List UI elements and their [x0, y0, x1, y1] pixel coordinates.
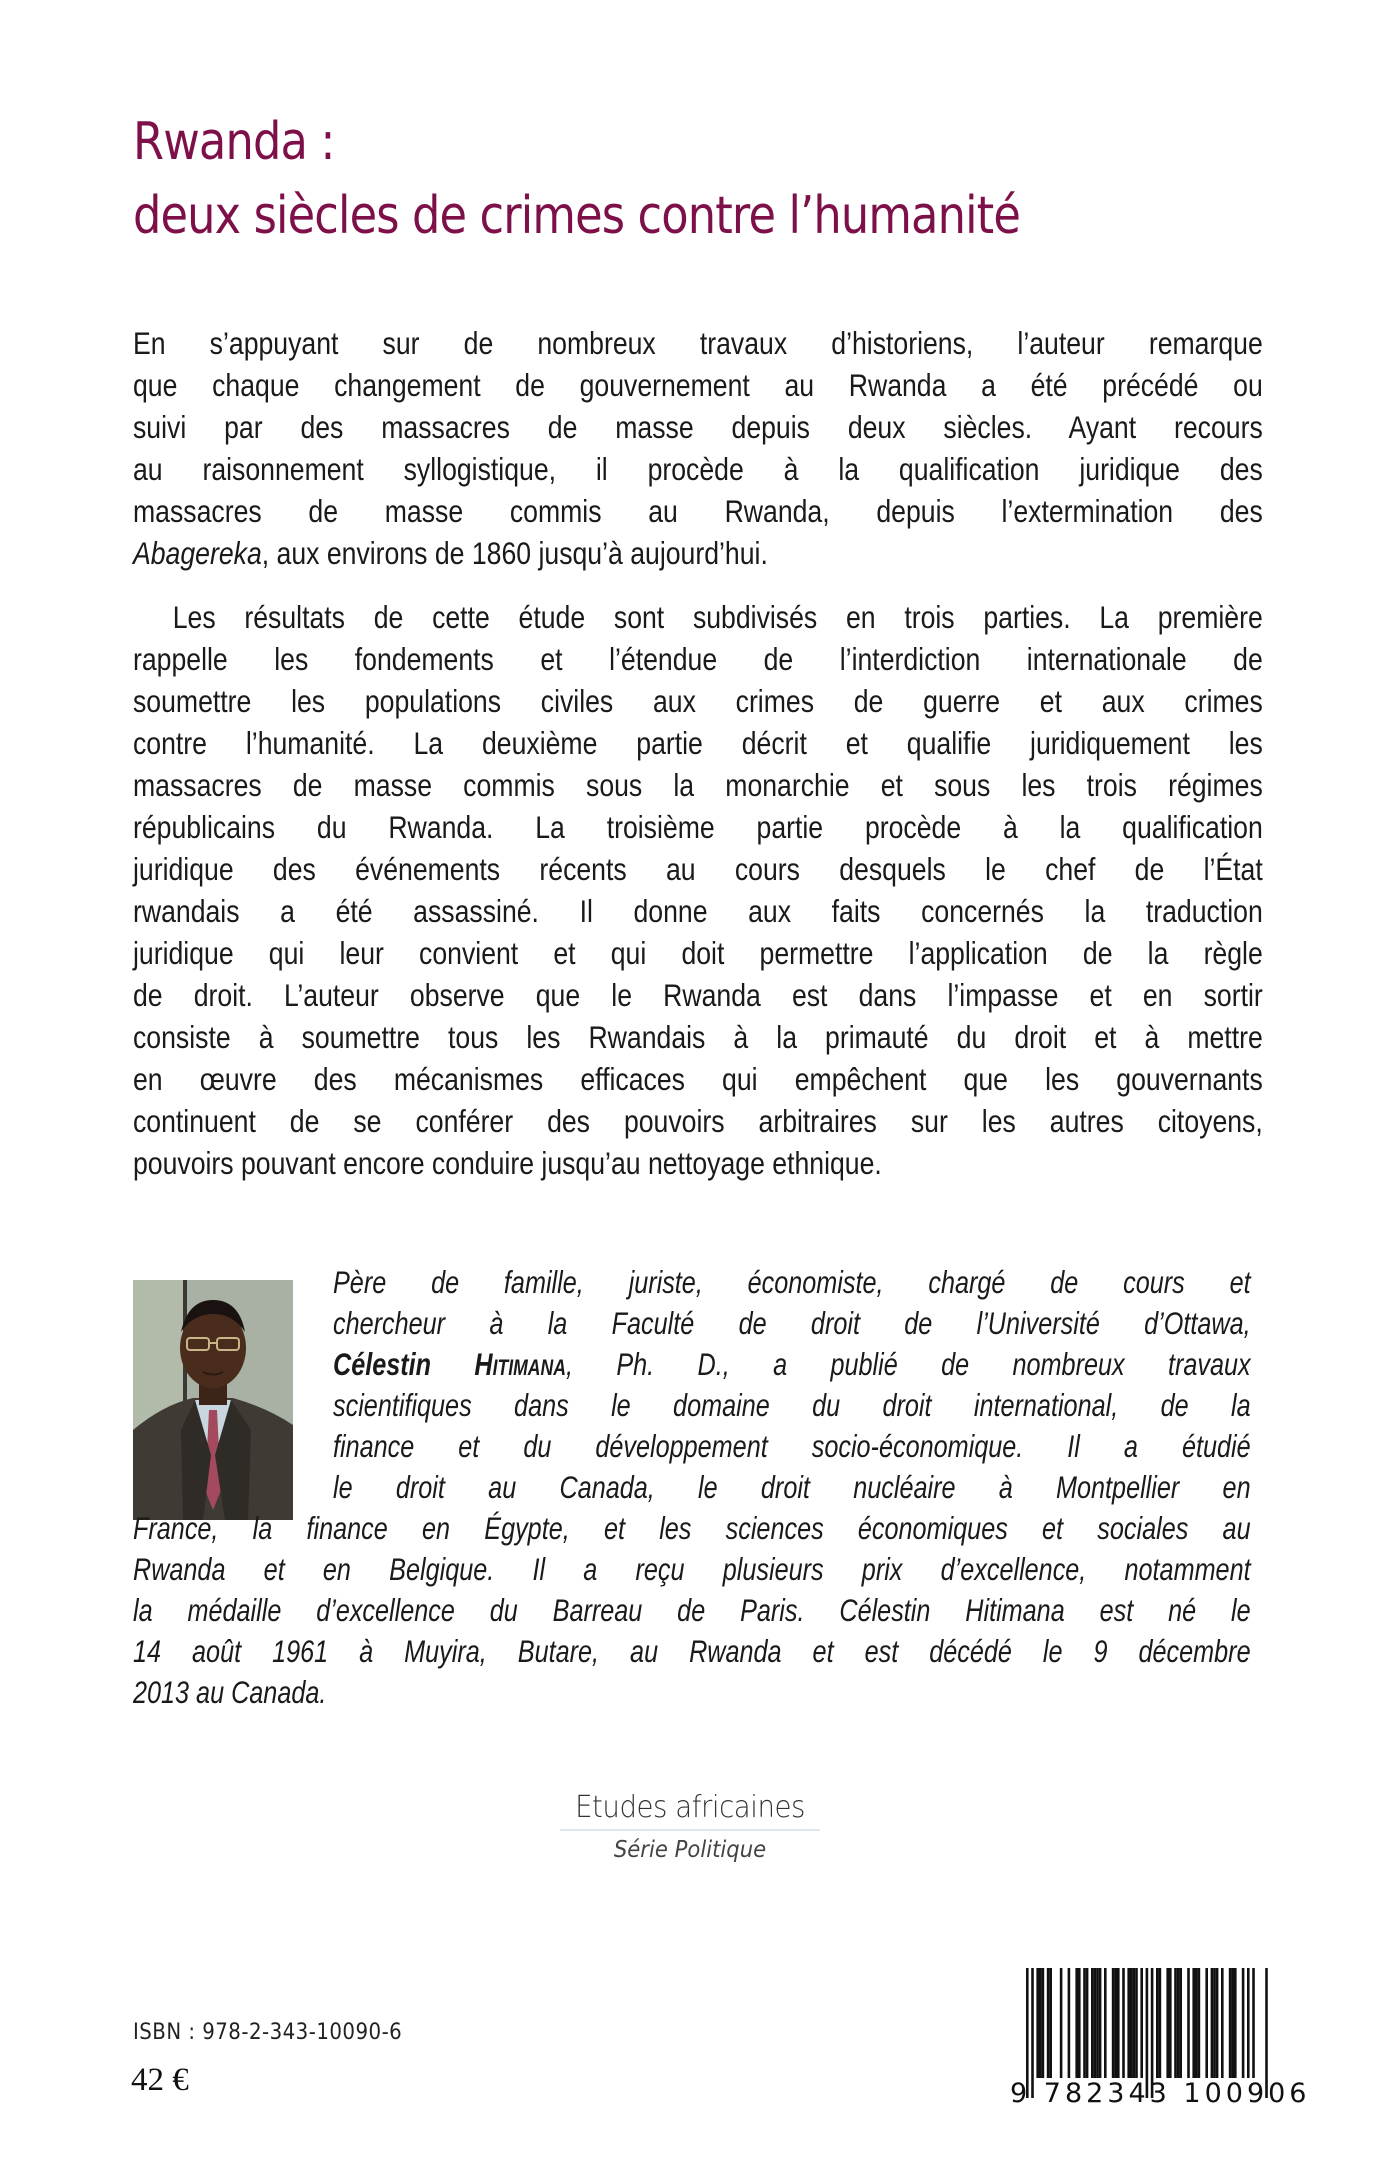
summary-line [133, 532, 1263, 574]
summary-line: que chaque changement de gouvernement au Rwanda a été précédé ou [133, 367, 1263, 403]
book-title-line2: deux siècles de crimes contre l’humanité [133, 186, 1020, 246]
bio-line: Père de famille, juriste, économiste, chargé de cours et [333, 1264, 1251, 1300]
barcode-bar [1231, 1968, 1234, 2078]
price-label: 42 € [131, 2062, 189, 2098]
barcode-bar [1117, 1968, 1120, 2078]
book-title-line1: Rwanda : [133, 112, 335, 172]
barcode-bar [1086, 1968, 1089, 2078]
author-name [333, 1346, 566, 1382]
bio-line: 14 août 1961 à Muyira, Butare, au Rwanda et est décédé le 9 décembre [133, 1633, 1251, 1669]
barcode-bar [1091, 1968, 1094, 2078]
barcode-bar [1078, 1968, 1081, 2078]
barcode-bar [1039, 1968, 1042, 2078]
bio-line: le droit au Canada, le droit nucléaire à Montpellier en [333, 1469, 1251, 1505]
barcode-bar [1047, 1968, 1050, 2078]
author-bio-below-photo [133, 1508, 1251, 1713]
summary-line: républicains du Rwanda. La troisième partie procède à la qualification [133, 809, 1263, 845]
barcode-bar [1104, 1968, 1107, 2078]
barcode-bar [1211, 1968, 1214, 2078]
summary-line: de droit. L’auteur observe que le Rwanda est dans l’impasse et en sortir [133, 977, 1263, 1013]
barcode-bar [1156, 1968, 1159, 2078]
author-first-name: Célestin [333, 1346, 475, 1382]
barcode-bar [1187, 1968, 1190, 2078]
barcode-bar [1135, 1968, 1138, 2078]
barcode-bar [1122, 1968, 1125, 2078]
barcode-bar [1133, 1968, 1136, 2078]
barcode-bar [1195, 1968, 1198, 2078]
summary-line: juridique des événements récents au cours desquels le chef de l’État [133, 851, 1263, 887]
summary-line: En s’appuyant sur de nombreux travaux d’historiens, l’auteur remarque [133, 325, 1263, 361]
barcode-bar [1114, 1968, 1117, 2078]
barcode-bar [1042, 1968, 1045, 2078]
barcode-bar [1060, 1968, 1063, 2078]
series-logo [560, 1790, 820, 1863]
barcode-digits: 9 782343 100906 [1010, 2078, 1311, 2109]
bio-line: France, la finance en Égypte, et les sciences économiques et sociales au [133, 1510, 1251, 1546]
series-name: Etudes africaines [575, 1790, 805, 1825]
summary-line: consiste à soumettre tous les Rwandais à la primauté du droit et à mettre [133, 1019, 1263, 1055]
summary-line: rappelle les fondements et l’étendue de l’interdiction internationale de [133, 641, 1263, 677]
barcode-bar [1221, 1968, 1224, 2078]
author-photo [133, 1280, 293, 1520]
series-subtitle: Série Politique [613, 1837, 767, 1863]
summary-line: contre l’humanité. La deuxième partie décrit et qualifie juridiquement les [133, 725, 1263, 761]
barcode-bar [1205, 1968, 1208, 2078]
barcode-bar [1229, 1968, 1232, 2078]
summary-line: pouvoirs pouvant encore conduire jusqu’au nettoyage ethnique. [133, 1145, 882, 1181]
series-divider [560, 1829, 820, 1831]
barcode-bar [1213, 1968, 1216, 2078]
bio-line: 2013 au Canada. [133, 1674, 327, 1710]
summary-line: massacres de masse commis sous la monarchie et sous les trois régimes [133, 767, 1263, 803]
barcode-bar [1130, 1968, 1133, 2078]
isbn-label: ISBN : 978-2-343-10090-6 [133, 2020, 403, 2045]
barcode-bar [1247, 1968, 1250, 2078]
barcode-bar [1252, 1968, 1255, 2078]
barcode-bar [1234, 1968, 1237, 2078]
barcode-bar [1166, 1968, 1169, 2078]
author-bio-beside-photo [333, 1262, 1251, 1508]
barcode-bar [1198, 1968, 1201, 2078]
summary-paragraph-1 [133, 322, 1263, 574]
bio-line: la médaille d’excellence du Barreau de Paris. Célestin Hitimana est né le [133, 1592, 1251, 1628]
barcode-bar [1174, 1968, 1177, 2078]
author-last-name: Hitimana [474, 1346, 566, 1382]
bio-line: chercheur à la Faculté de droit de l’Université d’Ottawa, [333, 1305, 1251, 1341]
barcode-bar [1140, 1968, 1143, 2078]
summary-line-rest: , aux environs de 1860 jusqu’à aujourd’hui. [261, 535, 768, 571]
barcode-bar [1159, 1968, 1162, 2078]
barcode-bar [1242, 1968, 1245, 2078]
summary-line: rwandais a été assassiné. Il donne aux faits concernés la traduction [133, 893, 1263, 929]
author-portrait-illustration [133, 1280, 293, 1520]
barcode-bar [1094, 1968, 1097, 2078]
barcode-bar [1127, 1968, 1130, 2078]
summary-line: Les résultats de cette étude sont subdivisés en trois parties. La première [172, 599, 1263, 635]
summary-line: massacres de masse commis au Rwanda, depuis l’extermination des [133, 493, 1263, 529]
bio-line-rest: , Ph. D., a publié de nombreux travaux [565, 1346, 1251, 1382]
summary-line: au raisonnement syllogistique, il procède à la qualification juridique des [133, 451, 1263, 487]
bio-line: Rwanda et en Belgique. Il a reçu plusieurs prix d’excellence, notamment [133, 1551, 1251, 1587]
summary-line: juridique qui leur convient et qui doit permettre l’application de la règle [133, 935, 1263, 971]
barcode-bar [1036, 1968, 1039, 2078]
barcode-bar [1177, 1968, 1180, 2078]
summary-line: continuent de se conférer des pouvoirs arbitraires sur les autres citoyens, [133, 1103, 1263, 1139]
summary-line: suivi par des massacres de masse depuis deux siècles. Ayant recours [133, 409, 1263, 445]
barcode-bar [1096, 1968, 1099, 2078]
summary-line: soumettre les populations civiles aux crimes de guerre et aux crimes [133, 683, 1263, 719]
barcode-bar [1112, 1968, 1115, 2078]
people-name: Abagereka [133, 535, 262, 571]
barcode-bar [1169, 1968, 1172, 2078]
barcode-bar [1049, 1968, 1052, 2078]
barcode-bar [1216, 1968, 1219, 2078]
barcode-bar [1099, 1968, 1102, 2078]
barcode-bar [1075, 1968, 1078, 2078]
barcode-bar [1179, 1968, 1182, 2078]
barcode-bar [1083, 1968, 1086, 2078]
bio-line: finance et du développement socio-économique. Il a étudié [333, 1428, 1251, 1464]
barcode-bar [1192, 1968, 1195, 2078]
summary-paragraph-2 [133, 596, 1263, 1184]
bio-line: scientifiques dans le domaine du droit international, de la [333, 1387, 1251, 1423]
bio-line [333, 1344, 1251, 1385]
barcode-bar [1068, 1968, 1071, 2078]
summary-line: en œuvre des mécanismes efficaces qui empêchent que les gouvernants [133, 1061, 1263, 1097]
